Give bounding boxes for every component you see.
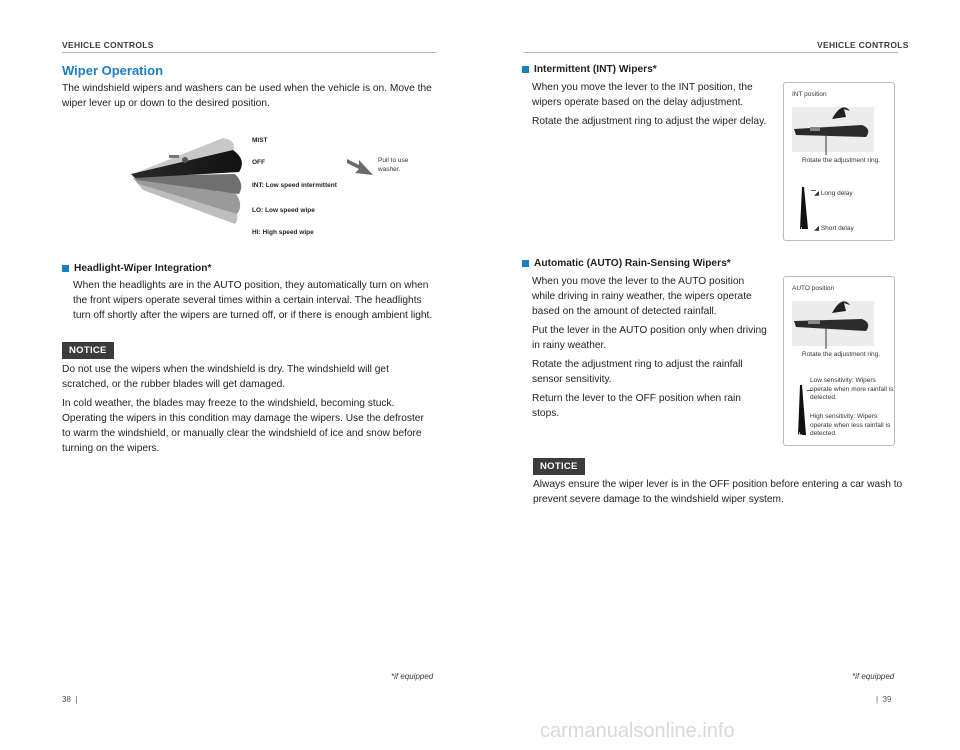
low-sensitivity-label: Low sensitivity: Wipers operate when more rainfall is detected. <box>810 377 894 401</box>
notice-badge: NOTICE <box>62 342 114 359</box>
section-header: VEHICLE CONTROLS <box>62 40 154 50</box>
int-lever-icon <box>792 97 886 157</box>
auto-wipers-title: Automatic (AUTO) Rain-Sensing Wipers* <box>534 258 731 269</box>
footnote: *if equipped <box>391 672 434 681</box>
notice-paragraph: Always ensure the wiper lever is in the OFF position before entering a car wash to prevent severe damage to the windshield wiper system. <box>533 479 903 505</box>
notice-paragraph: Do not use the wipers when the windshield is dry. The windshield will get scratched, or the rubber blades will get damaged. <box>62 364 389 390</box>
bullet-square-icon <box>62 265 69 272</box>
page-title: Wiper Operation <box>62 63 164 78</box>
auto-paragraph: Put the lever in the AUTO position only when driving in rainy weather. <box>532 325 767 351</box>
auto-lever-icon <box>792 291 886 351</box>
high-sensitivity-label: High sensitivity: Wipers operate when less rainfall is detected. <box>810 413 891 437</box>
int-wipers-heading <box>522 64 657 75</box>
page-number: 38 | <box>62 695 78 704</box>
wiper-lever-illustration <box>125 118 265 248</box>
headlight-wiper-title: Headlight-Wiper Integration* <box>74 263 212 274</box>
headlight-wiper-heading <box>62 263 211 274</box>
auto-paragraph: Return the lever to the OFF position when rain stops. <box>532 393 741 419</box>
int-rotate-label: Rotate the adjustment ring. <box>802 157 881 164</box>
wiper-icon: ◢ <box>814 190 821 197</box>
label-washer: Pull to use washer. <box>378 157 409 173</box>
label-hi: HI: High speed wipe <box>252 229 314 236</box>
int-paragraph: Rotate the adjustment ring to adjust the wiper delay. <box>532 116 767 127</box>
bullet-square-icon <box>522 66 529 73</box>
auto-rotate-label: Rotate the adjustment ring. <box>802 351 881 358</box>
auto-position-label: AUTO position <box>792 285 835 292</box>
intro-paragraph: The windshield wipers and washers can be used when the vehicle is on. Move the wiper lever up or down to the desired position. <box>62 83 432 109</box>
int-wipers-title: Intermittent (INT) Wipers* <box>534 64 657 75</box>
bullet-square-icon <box>522 260 529 267</box>
auto-wipers-text <box>532 274 767 425</box>
short-delay-label: ◢ Short delay <box>814 225 854 232</box>
section-header: VEHICLE CONTROLS <box>817 40 909 50</box>
label-off: OFF <box>252 159 265 166</box>
svg-text:+: + <box>796 430 803 439</box>
washer-arrow-icon <box>345 153 375 181</box>
right-page <box>480 0 960 750</box>
notice-paragraph: In cold weather, the blades may freeze to the windshield, becoming stuck. Operating the wipers in this condition may damage the wipers. Use the defroster to warm the windshield, or manually clear the windshield of ice and snow before turning on the wipers. <box>62 398 424 454</box>
int-paragraph: When you move the lever to the INT position, the wipers operate based on the delay adjustment. <box>532 82 753 108</box>
notice-text <box>62 362 432 460</box>
header-rule <box>523 52 898 53</box>
label-int: INT: Low speed intermittent <box>252 182 337 189</box>
auto-paragraph: When you move the lever to the AUTO position while driving in rainy weather, the wipers operate based on the amount of detected rainfall. <box>532 276 752 317</box>
footnote: *if equipped <box>852 672 895 681</box>
auto-figure <box>783 276 895 446</box>
watermark: carmanualsonline.info <box>540 720 735 742</box>
headlight-wiper-text <box>73 278 438 327</box>
notice-text <box>533 477 903 511</box>
notice-badge: NOTICE <box>533 458 585 475</box>
label-lo: LO: Low speed wipe <box>252 207 315 214</box>
long-delay-label: ◢ Long delay <box>814 190 853 197</box>
wiper-icon: ◢ <box>814 225 821 232</box>
label-mist: MIST <box>252 137 268 144</box>
int-wipers-text <box>532 80 772 133</box>
auto-paragraph: Rotate the adjustment ring to adjust the rainfall sensor sensitivity. <box>532 359 743 385</box>
auto-wipers-heading <box>522 258 731 269</box>
svg-text:−: − <box>806 386 813 395</box>
page-number: | 39 <box>876 695 892 704</box>
svg-text:+: + <box>798 225 805 233</box>
header-rule <box>62 52 437 53</box>
int-figure <box>783 82 895 241</box>
intro-text <box>62 81 434 115</box>
headlight-wiper-paragraph: When the headlights are in the AUTO position, they automatically turn on when the front wipers operate several times within a certain interval. The headlights turn off shortly after the wipers are turned off, or if there is enough ambient light. <box>73 280 433 321</box>
svg-text:−: − <box>810 186 817 195</box>
int-position-label: INT position <box>792 91 827 98</box>
